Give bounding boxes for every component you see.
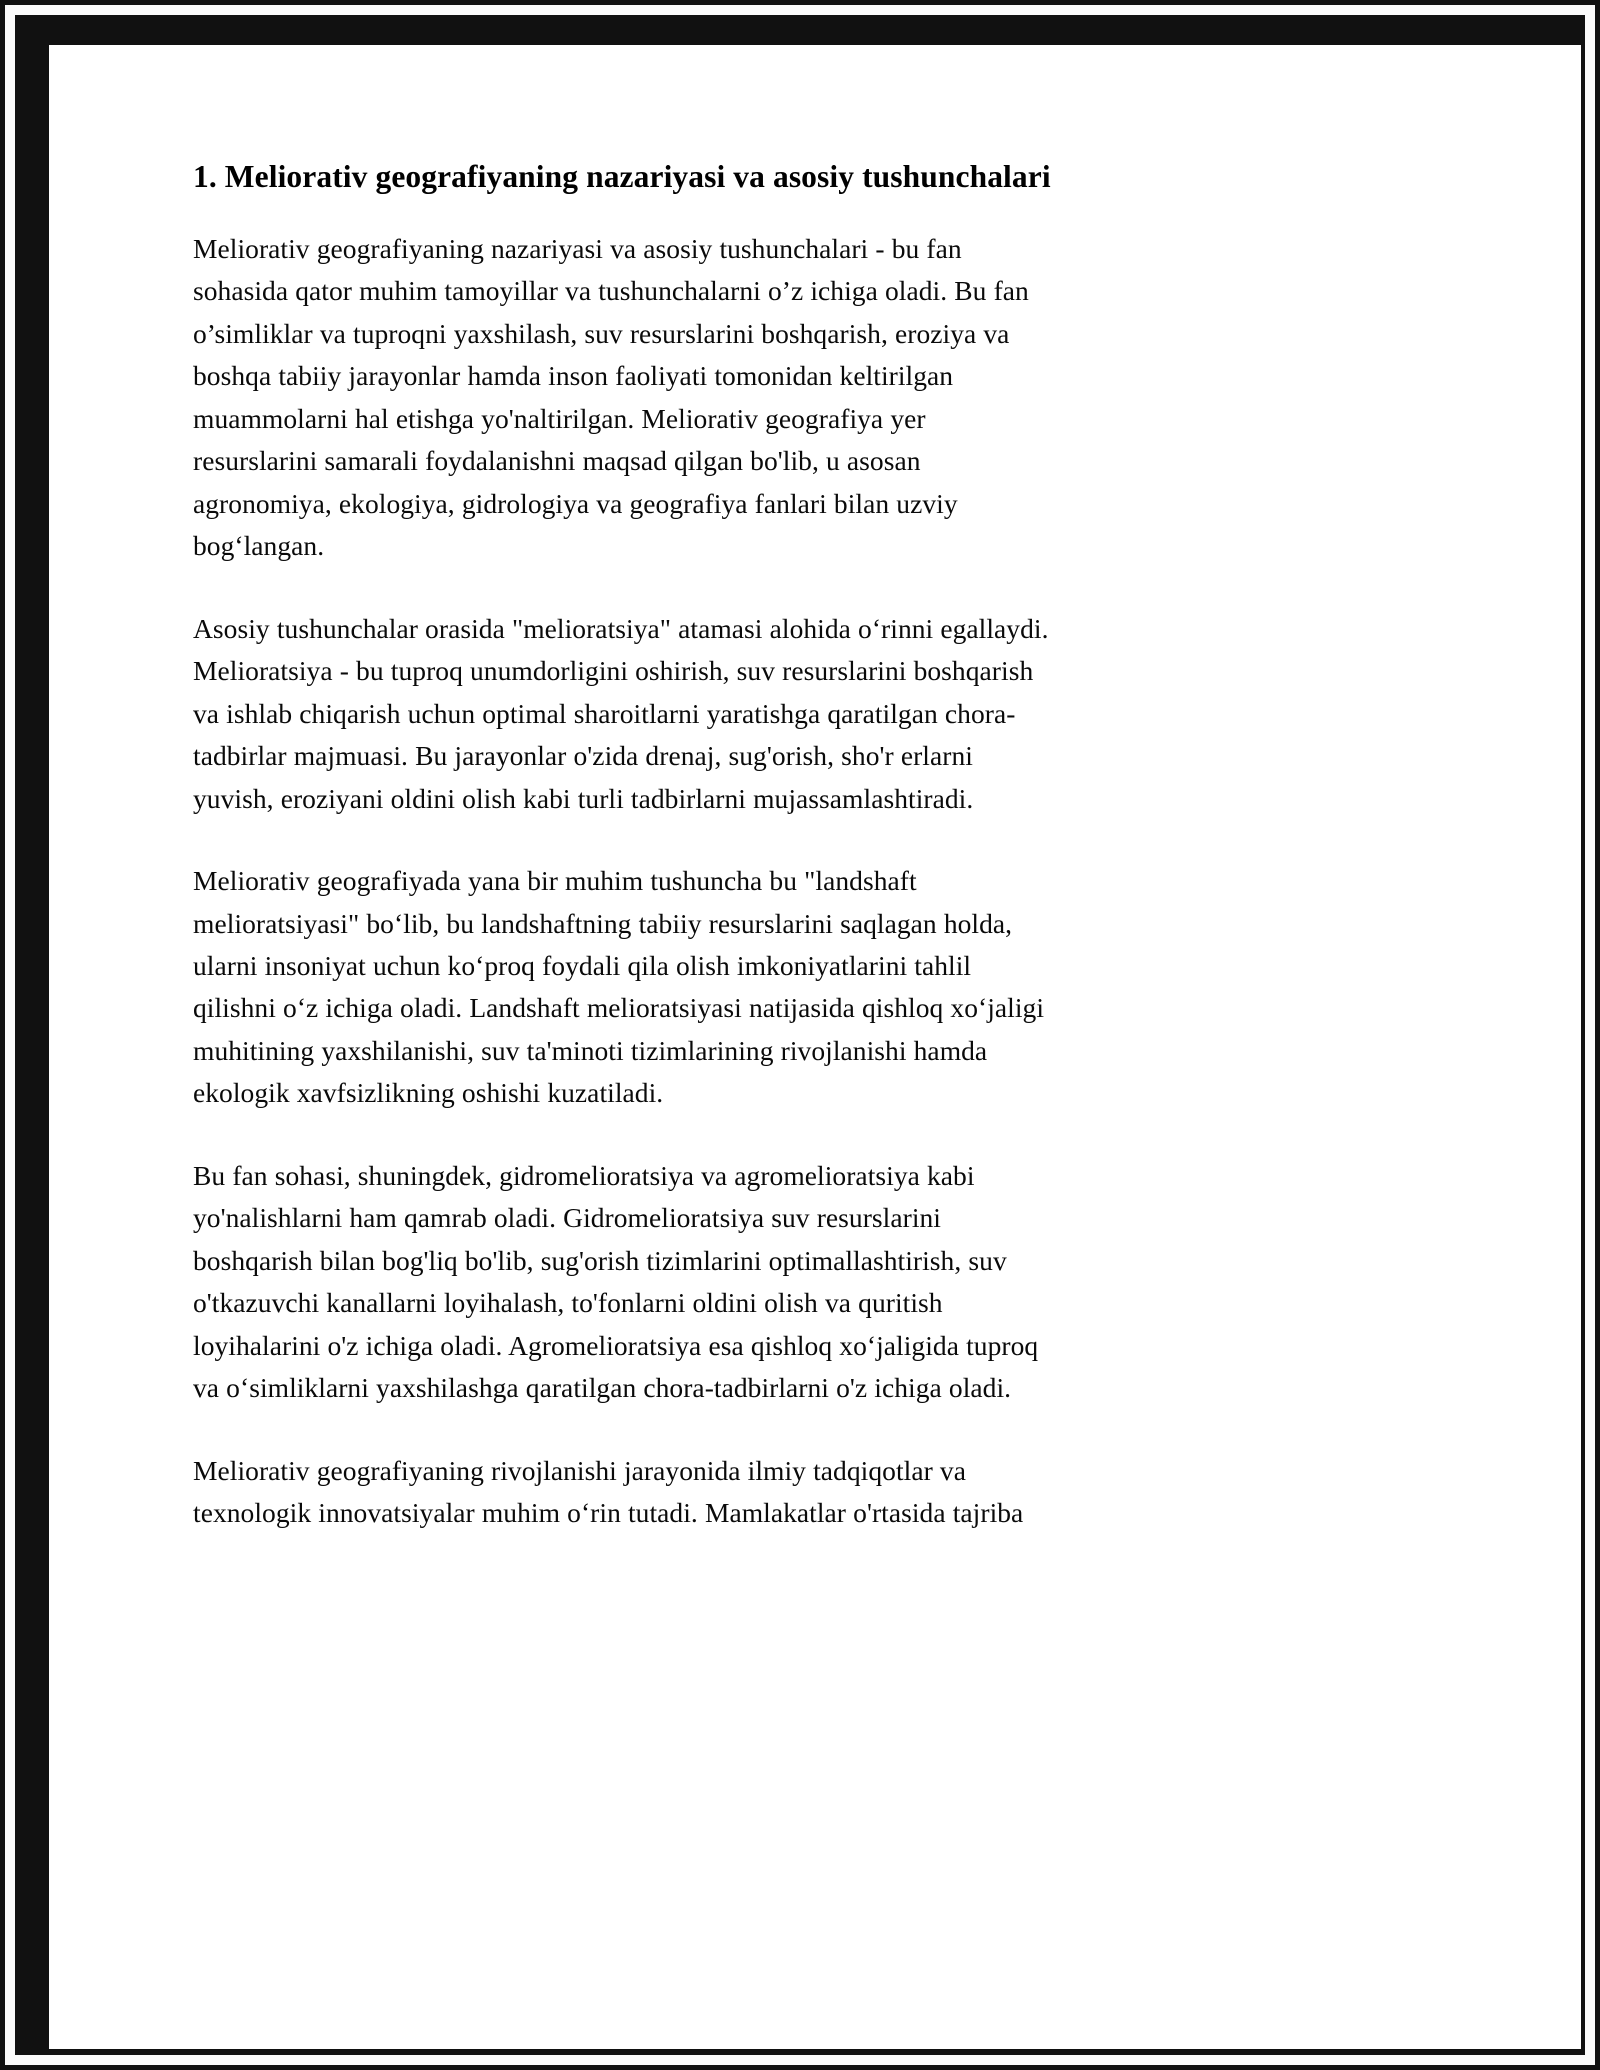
frame-gap	[5, 5, 1595, 2065]
frame-inner-border	[15, 15, 1585, 2055]
page-title: 1. Meliorativ geografiyaning nazariyasi va asosiy tushunchalari	[193, 159, 1051, 194]
body-paragraph: Meliorativ geografiyada yana bir muhim tushuncha bu "landshaft melioratsiyasi" bo‘lib, bu landshaftning tabiiy resurslarini saqlagan holda, ularni insoniyat uchun ko‘proq foydali qila olish imkoniyatlarini tahlil qilishni o‘z ichiga oladi. Landshaft melioratsiyasi natijasida qishloq xo‘jaligi muhitining yaxshilanishi, suv ta'minoti tizimlarining rivojlanishi hamda ekologik xavfsizlikning oshishi kuzatiladi.	[193, 865, 1045, 1109]
body-paragraph: Meliorativ geografiyaning nazariyasi va asosiy tushunchalari - bu fan sohasida qator muhim tamoyillar va tushunchalarni o’z ichiga oladi. Bu fan o’simliklar va tuproqni yaxshilash, suv resurslarini boshqarish, eroziya va boshqa tabiiy jarayonlar hamda inson faoliyati tomonidan keltirilgan muammolarni hal etishga yo'naltirilgan. Meliorativ geografiya yer resurslarini samarali foydalanishni maqsad qilgan bo'lib, u asosan agronomiya, ekologiya, gidrologiya va geografiya fanlari bilan uzviy bog‘langan.	[193, 232, 1029, 562]
document-page	[49, 45, 1581, 2049]
body-paragraph: Meliorativ geografiyaning rivojlanishi jarayonida ilmiy tadqiqotlar va texnologik innovatsiyalar muhim o‘rin tutadi. Mamlakatlar o'rtasida tajriba	[193, 1454, 1024, 1529]
body-paragraph: Asosiy tushunchalar orasida "melioratsiya" atamasi alohida o‘rinni egallaydi. Melioratsiya - bu tuproq unumdorligini oshirish, suv resurslarini boshqarish va ishlab chiqarish uchun optimal sharoitlarni yaratishga qaratilgan chora-tadbirlar majmuasi. Bu jarayonlar o'zida drenaj, sug'orish, sho'r erlarni yuvish, eroziyani oldini olish kabi turli tadbirlarni mujassamlashtiradi.	[193, 612, 1049, 814]
body-paragraph: Bu fan sohasi, shuningdek, gidromelioratsiya va agromelioratsiya kabi yo'nalishlarni ham qamrab oladi. Gidromelioratsiya suv resurslarini boshqarish bilan bog'liq bo'lib, sug'orish tizimlarini optimallashtirish, suv o'tkazuvchi kanallarni loyihalash, to'fonlarni oldini olish va quritish loyihalarini o'z ichiga oladi. Agromelioratsiya esa qishloq xo‘jaligida tuproq va o‘simliklarni yaxshilashga qaratilgan chora-tadbirlarni o'z ichiga oladi.	[193, 1159, 1039, 1404]
document-body	[193, 155, 1053, 1535]
